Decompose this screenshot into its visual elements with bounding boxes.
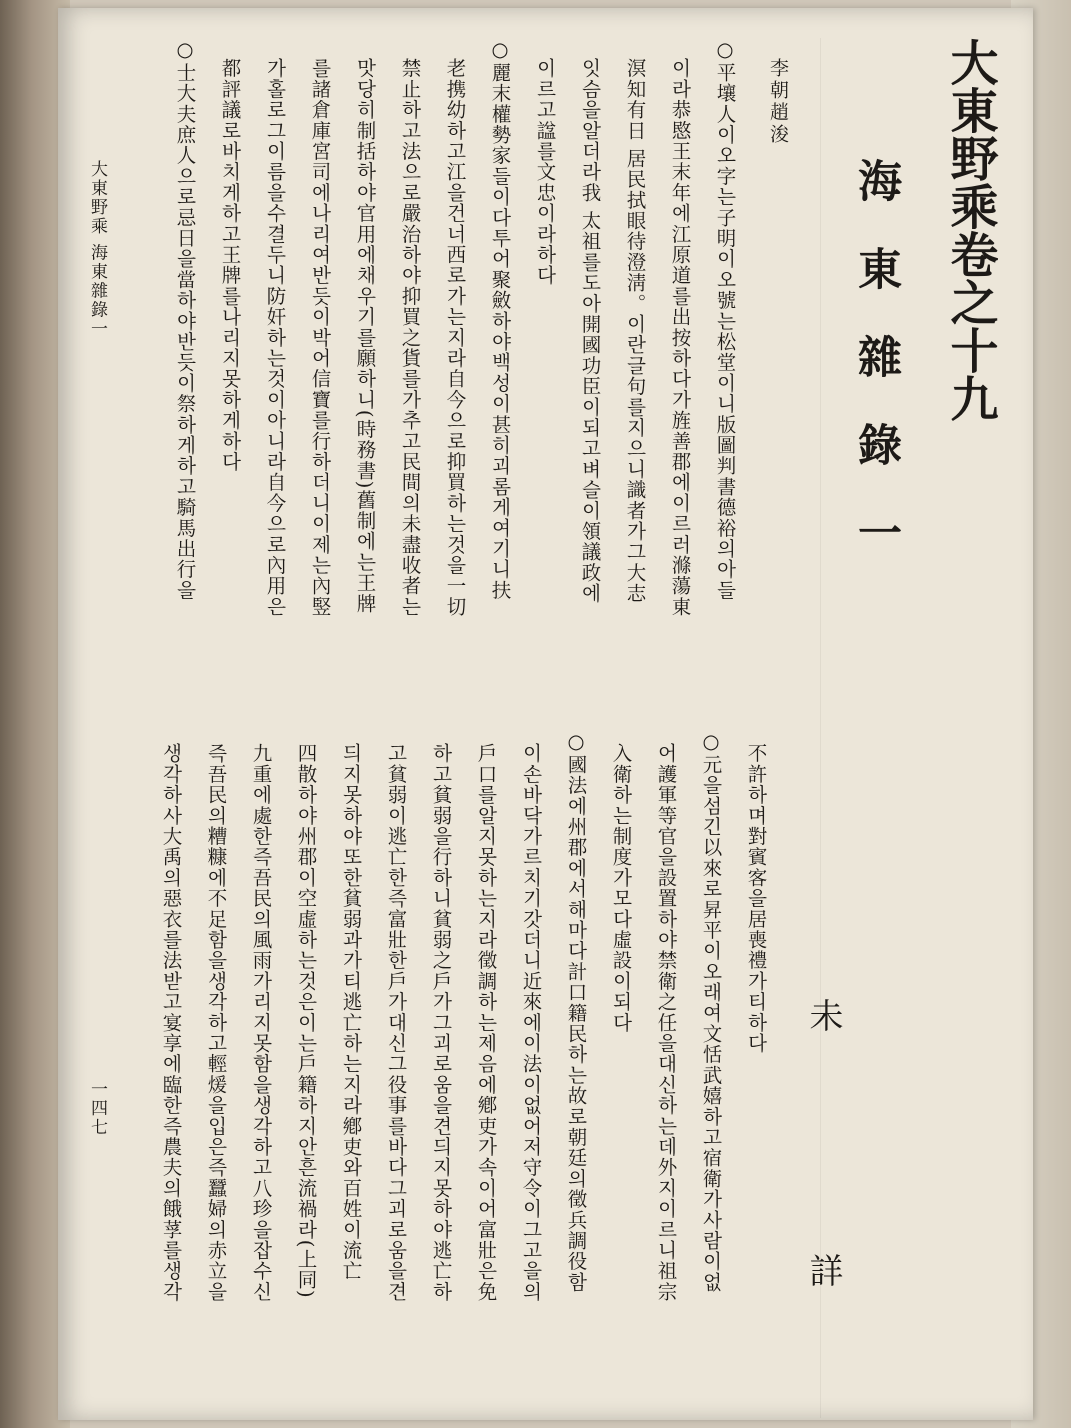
text-column-lower: ○元을섬긴以來로昇平이오래여文恬武嬉하고宿衛가사람이없: [699, 730, 723, 1293]
text-column-upper: 老携幼하고江을건너西로가는지라自今으로抑買하는것을一切: [443, 58, 467, 617]
text-column-lower: ○國法에州郡에서해마다計口籍民하는故로朝廷의徵兵調役함: [564, 730, 588, 1293]
text-column-upper: 이르고諡를文忠이라하다: [533, 58, 557, 286]
text-column-lower: 듸지못하야또한貧弱과가티逃亡하는지라鄕吏와百姓이流亡: [339, 743, 363, 1282]
page-number: 一四七: [87, 1080, 107, 1137]
text-column-lower: 생각하사大禹의惡衣를法받고宴享에臨한즉農夫의餓莩를생각: [159, 743, 183, 1302]
text-column-upper: 都評議로바치게하고王牌를나리지못하게하다: [218, 58, 242, 472]
document-page: [58, 8, 1033, 1420]
text-column-upper: ○麗末權勢家들이다투어聚斂하야백성이甚히괴롬게여기니扶: [488, 38, 512, 601]
section-title: 海東雜錄一: [850, 158, 901, 598]
text-column-lower: 九重에處한즉吾民의風雨가리지못함을생각하고八珍을잡수신: [249, 743, 273, 1302]
running-head: 大東野乘 海東雜錄一: [87, 160, 107, 339]
text-column-lower: 戶口를알지못하는지라徵調하는제음에鄕吏가속이어富壯은免: [474, 743, 498, 1302]
page-crease: [820, 38, 821, 1418]
text-column-lower: 즉吾民의糟糠에不足함을생각하고輕煖을입은즉蠶婦의赤立을: [204, 743, 228, 1302]
text-column-lower: 고貧弱이逃亡한즉富壯한戶가대신그役事를바다그괴로움을견: [384, 743, 408, 1302]
text-column-upper: 溟知有日 居民拭眼待澄淸。이란글句를지으니識者가그大志: [623, 58, 647, 604]
text-column-upper: 가홀로그이름을수결두니防奸하는것이아니라自今으로內用은: [263, 58, 287, 617]
text-column-upper: 잇슴을알더라我 太祖를도아開國功臣이되고벼슬이領議政에: [578, 58, 602, 604]
note-unknown-wei: 未: [803, 998, 843, 1034]
text-column-upper: ○士大夫庶人으로忌日을當하야반듯이祭하게하고騎馬出行을: [173, 38, 197, 601]
text-column-upper: 禁止하고法으로嚴治하야抑買之貨를가추고民間의未盡收者는: [398, 58, 422, 617]
text-column-upper: ○平壤人이오字는子明이오號는松堂이니版圖判書德裕의아들: [713, 38, 737, 601]
text-column-lower: 어護軍等官을設置하야禁衛之任을대신하는데外지이르니祖宗: [654, 743, 678, 1302]
text-column-lower: 入衛하는制度가모다虛設이되다: [609, 743, 633, 1033]
text-column-upper: 이라恭愍王末年에江原道를出按하다가旌善郡에이르러滌蕩東: [668, 58, 692, 617]
text-column-upper: 맛당히制括하야官用에채우기를願하니(時務書)舊制에는王牌: [353, 58, 377, 614]
text-column-lower: 이손바닥가르치기갓더니近來에이法이없어저守令이그고을의: [519, 743, 543, 1302]
text-column-lower: 不許하며對賓客을居喪禮가티하다: [744, 743, 768, 1054]
text-column-upper: 를諸倉庫宮司에나리여반듯이박어信寶를行하더니이제는內竪: [308, 58, 332, 617]
text-column-lower: 하고貧弱을行하니貧弱之戶가그괴로움을견듸지못하야逃亡하: [429, 743, 453, 1302]
text-column-lower: 四散하야州郡이空虛하는것은이는戶籍하지안흔流禍라(上同): [294, 743, 318, 1299]
note-unknown-xiang: 詳: [803, 1253, 843, 1289]
author-line: 李朝趙浚: [767, 58, 789, 146]
volume-title: 大東野乘卷之十九: [942, 38, 998, 422]
